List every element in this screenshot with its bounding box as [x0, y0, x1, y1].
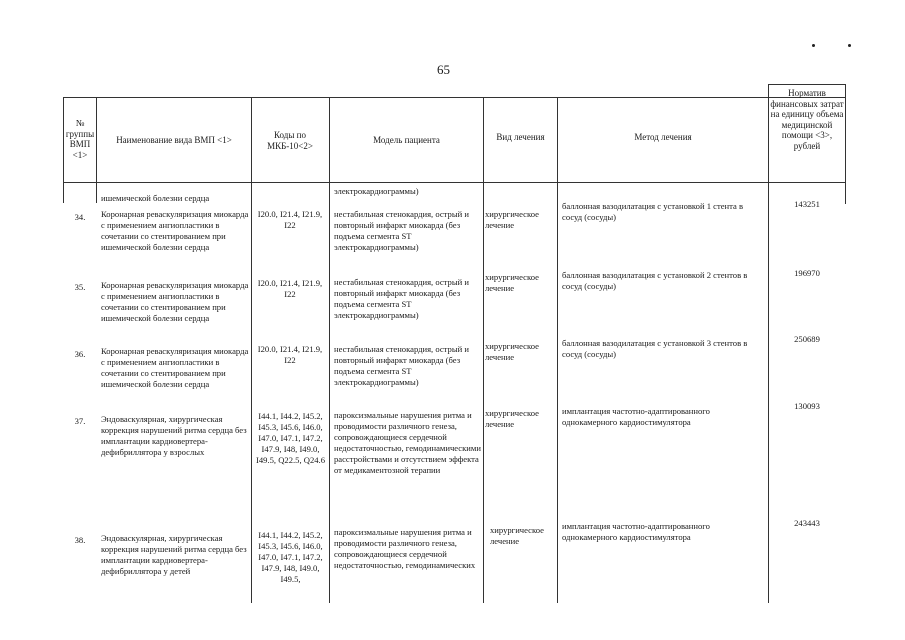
header-bottom-border [63, 182, 845, 183]
group-number: 38. [74, 535, 86, 545]
treatment-method: баллонная вазодилатация с установкой 3 стентов в сосуд (сосуды) [562, 338, 748, 359]
treatment-type: хирургическое лечение [485, 341, 539, 362]
vmp-name: Коронарная реваскуляризация миокарда с применением ангиопластики в сочетании со стентированием при ишемической болезни сердца [101, 209, 249, 252]
patient-model: пароксизмальные нарушения ритма и проводимости различного генеза, сопровождающиеся сердечной недостаточностью, гемодинамическими расстройствами и отсутствием эффекта от медикаментозной терапии [334, 410, 481, 475]
col-divider [251, 97, 252, 603]
continuation-name: ишемической болезни сердца [101, 193, 210, 203]
treatment-method: имплантация частотно-адаптированного однокамерного кардиостимулятора [562, 406, 710, 427]
vmp-name: Коронарная реваскуляризация миокарда с применением ангиопластики в сочетании со стентированием при ишемической болезни сердца [101, 280, 249, 323]
col-divider [96, 97, 97, 203]
col-divider [768, 84, 769, 603]
page-number: 65 [437, 62, 450, 77]
cost-norm: 143251 [794, 199, 820, 209]
icd-codes: I20.0, I21.4, I21.9, I22 [257, 344, 323, 365]
header-group-no: № группы ВМП <1> [65, 118, 95, 160]
vmp-name: Эндоваскулярная, хирургическая коррекция нарушений ритма сердца без имплантации кардиовертера-дефибриллятора у взрослых [101, 414, 247, 457]
group-number: 35. [74, 282, 86, 292]
icd-codes: I44.1, I44.2, I45.2, I45.3, I45.6, I46.0, I47.0, I47.1, I47.2, I47.9, I48, I49.0, I49.5, Q22.5, Q24.6 [256, 411, 325, 465]
patient-model: нестабильная стенокардия, острый и повторный инфаркт миокарда (без подъема сегмента ST электрокардиограммы) [334, 209, 469, 252]
col-divider [483, 97, 484, 603]
treatment-type: хирургическое лечение [485, 272, 539, 293]
cost-norm: 243443 [794, 518, 820, 528]
treatment-type: хирургическое лечение [490, 525, 544, 546]
treatment-method: баллонная вазодилатация с установкой 2 стентов в сосуд (сосуды) [562, 270, 748, 291]
group-number: 36. [74, 349, 86, 359]
cost-norm: 196970 [794, 268, 820, 278]
patient-model: нестабильная стенокардия, острый и повторный инфаркт миокарда (без подъема сегмента ST электрокардиограммы) [334, 344, 469, 387]
patient-model: пароксизмальные нарушения ритма и проводимости различного генеза, сопровождающиеся сердечной недостаточностью, гемодинамических [334, 527, 476, 570]
col-divider [329, 97, 330, 603]
icd-codes: I44.1, I44.2, I45.2, I45.3, I45.6, I46.0, I47.0, I47.1, I47.2, I47.9, I48, I49.0, I49.5, [258, 530, 323, 584]
cost-norm: 130093 [794, 401, 820, 411]
icd-codes: I20.0, I21.4, I21.9, I22 [257, 209, 323, 230]
treatment-type: хирургическое лечение [485, 209, 539, 230]
col-divider [557, 97, 558, 603]
patient-model: нестабильная стенокардия, острый и повторный инфаркт миокарда (без подъема сегмента ST электрокардиограммы) [334, 277, 469, 320]
treatment-method: баллонная вазодилатация с установкой 1 стента в сосуд (сосуды) [562, 201, 744, 222]
table-top-border [63, 97, 845, 98]
group-number: 34. [74, 212, 86, 222]
scan-mark [812, 44, 815, 47]
header-treatment-method: Метод лечения [634, 132, 692, 142]
header-patient-model: Модель пациента [373, 135, 440, 145]
icd-codes: I20.0, I21.4, I21.9, I22 [257, 278, 323, 299]
header-treatment-type: Вид лечения [496, 132, 545, 142]
header-icd-codes: Коды по МКБ-10<2> [267, 130, 313, 151]
col-divider [845, 84, 846, 204]
continuation-model: электрокардиограммы) [334, 186, 419, 196]
cost-norm: 250689 [794, 334, 820, 344]
treatment-method: имплантация частотно-адаптированного однокамерного кардиостимулятора [562, 521, 710, 542]
scan-mark [848, 44, 851, 47]
vmp-name: Эндоваскулярная, хирургическая коррекция нарушений ритма сердца без имплантации кардиовертера-дефибриллятора у детей [101, 533, 247, 576]
vmp-name: Коронарная реваскуляризация миокарда с применением ангиопластики в сочетании со стентированием при ишемической болезни сердца [101, 346, 249, 389]
header-cost-norm: Норматив финансовых затрат на единицу объема медицинской помощи <3>, рублей [770, 88, 844, 151]
group-number: 37. [74, 416, 86, 426]
header-vmp-name: Наименование вида ВМП <1> [116, 135, 232, 145]
treatment-type: хирургическое лечение [485, 408, 539, 429]
norm-header-top-border [768, 84, 845, 85]
